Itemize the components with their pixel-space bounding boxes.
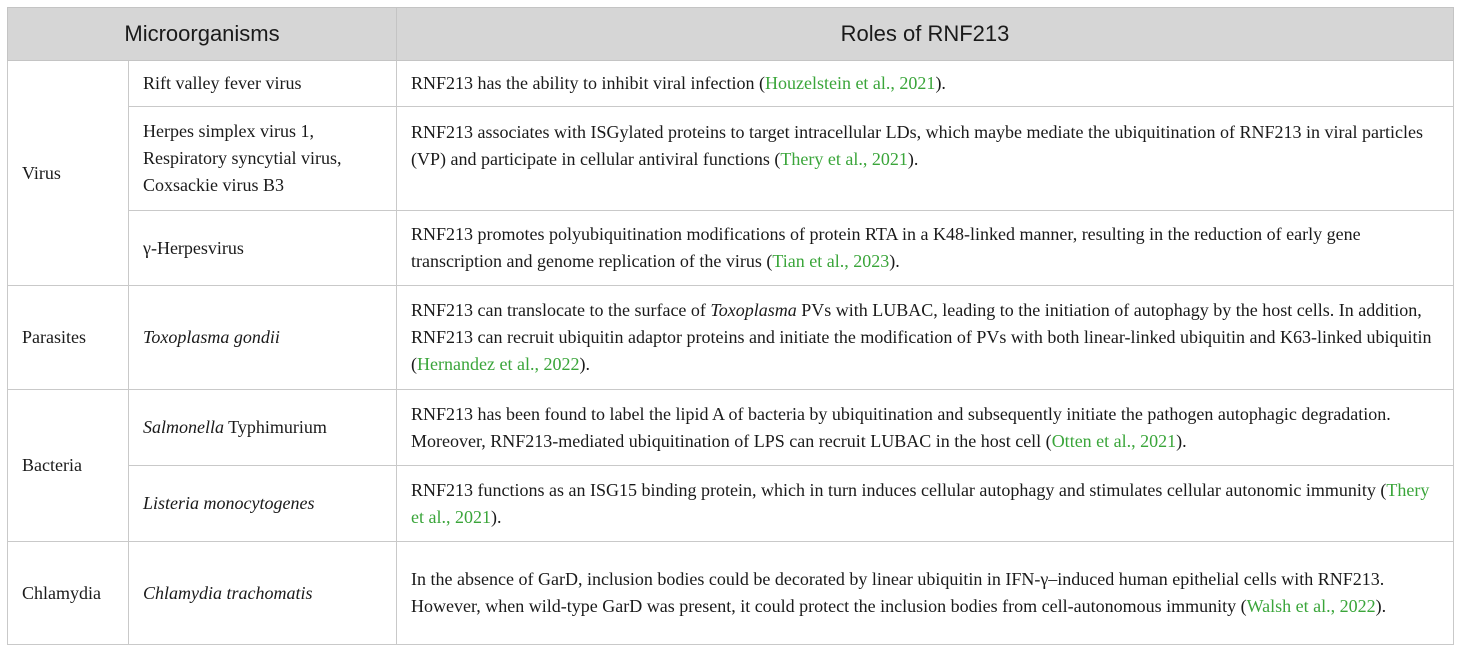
citation-link[interactable]: Thery et al., 2021 — [411, 479, 1430, 527]
category-parasites: Parasites — [8, 286, 129, 390]
table-row — [8, 542, 1454, 645]
category-chlamydia: Chlamydia — [8, 542, 129, 645]
organism-name-italic: Chlamydia trachomatis — [143, 582, 313, 603]
organism-name-italic: Toxoplasma gondii — [143, 327, 280, 347]
role-text: RNF213 has the ability to inhibit viral infection ( — [411, 73, 765, 93]
role-text: RNF213 promotes polyubiquitination modifications of protein RTA in a K48-linked manner, resulting in the reduction of early gene transcription and genome replication of the virus ( — [411, 224, 1361, 271]
organism-name: Typhimurium — [224, 417, 327, 437]
role-text-end: ). — [579, 354, 590, 374]
role-cell — [397, 286, 1454, 390]
organism-cell — [129, 466, 397, 542]
category-bacteria: Bacteria — [8, 390, 129, 542]
role-text: PVs with LUBAC, leading to the initiation of autophagy by the host cells. In addition, RNF213 can recruit ubiquitin adaptor proteins and initiate the modification of PVs with both linear-linked ubiquitin and K63-linked ubiquitin ( — [411, 300, 1432, 374]
role-cell — [397, 107, 1454, 211]
role-text-end: ). — [1176, 430, 1187, 451]
citation-link[interactable]: Hernandez et al., 2022 — [417, 354, 580, 374]
citation-link[interactable]: Otten et al., 2021 — [1051, 430, 1177, 451]
citation-link[interactable]: Thery et al., 2021 — [780, 149, 908, 169]
citation-link[interactable]: Tian et al., 2023 — [772, 251, 890, 271]
citation-link[interactable]: Houzelstein et al., 2021 — [764, 73, 936, 93]
table-row — [8, 211, 1454, 286]
organism-cell: Rift valley fever virus — [129, 61, 397, 107]
role-text-pre: RNF213 can translocate to the surface of — [411, 300, 711, 320]
organism-cell — [129, 286, 397, 390]
organism-cell — [129, 542, 397, 645]
role-italic: Toxoplasma — [710, 300, 797, 320]
table-row — [8, 61, 1454, 107]
organism-cell: γ-Herpesvirus — [129, 211, 397, 286]
role-text-end: ). — [935, 73, 946, 93]
category-virus: Virus — [8, 61, 129, 286]
table-row — [8, 390, 1454, 466]
header-roles: Roles of RNF213 — [397, 8, 1454, 61]
role-text: In the absence of GarD, inclusion bodies could be decorated by linear ubiquitin in IFN-γ–induced human epithelial cells with RNF213. However, when wild-type GarD was present, it could protect the inclusion bodies from cell-autonomous immunity ( — [411, 569, 1385, 616]
role-text-end: ). — [491, 506, 502, 527]
citation-link[interactable]: Walsh et al., 2022 — [1246, 596, 1376, 616]
role-text-end: ). — [889, 251, 900, 271]
role-cell — [397, 542, 1454, 645]
role-text-end: ). — [1375, 596, 1387, 616]
organism-name-italic: Salmonella — [143, 417, 224, 437]
table-row — [8, 107, 1454, 211]
header-row — [8, 8, 1454, 61]
organism-name-italic: Listeria monocytogenes — [143, 493, 315, 513]
organism-cell: Herpes simplex virus 1, Respiratory syncytial virus, Coxsackie virus B3 — [129, 107, 397, 211]
role-text: RNF213 associates with ISGylated proteins to target intracellular LDs, which maybe mediate the ubiquitination of RNF213 in viral particles (VP) and participate in cellular antiviral functions ( — [411, 122, 1423, 169]
role-cell — [397, 211, 1454, 286]
organism-cell — [129, 390, 397, 466]
role-cell — [397, 466, 1454, 542]
role-cell — [397, 390, 1454, 466]
header-microorganisms: Microorganisms — [8, 8, 397, 61]
table-row — [8, 466, 1454, 542]
role-text: RNF213 functions as an ISG15 binding protein, which in turn induces cellular autophagy and stimulates cellular autonomic immunity ( — [411, 479, 1387, 500]
table-row — [8, 286, 1454, 390]
role-text: RNF213 has been found to label the lipid A of bacteria by ubiquitination and subsequently initiate the pathogen autophagic degradation. Moreover, RNF213-mediated ubiquitination of LPS can recruit LUBAC in the host cell ( — [411, 403, 1391, 451]
role-cell — [397, 61, 1454, 107]
role-text-end: ). — [907, 149, 919, 169]
rnf213-roles-table — [7, 7, 1454, 645]
